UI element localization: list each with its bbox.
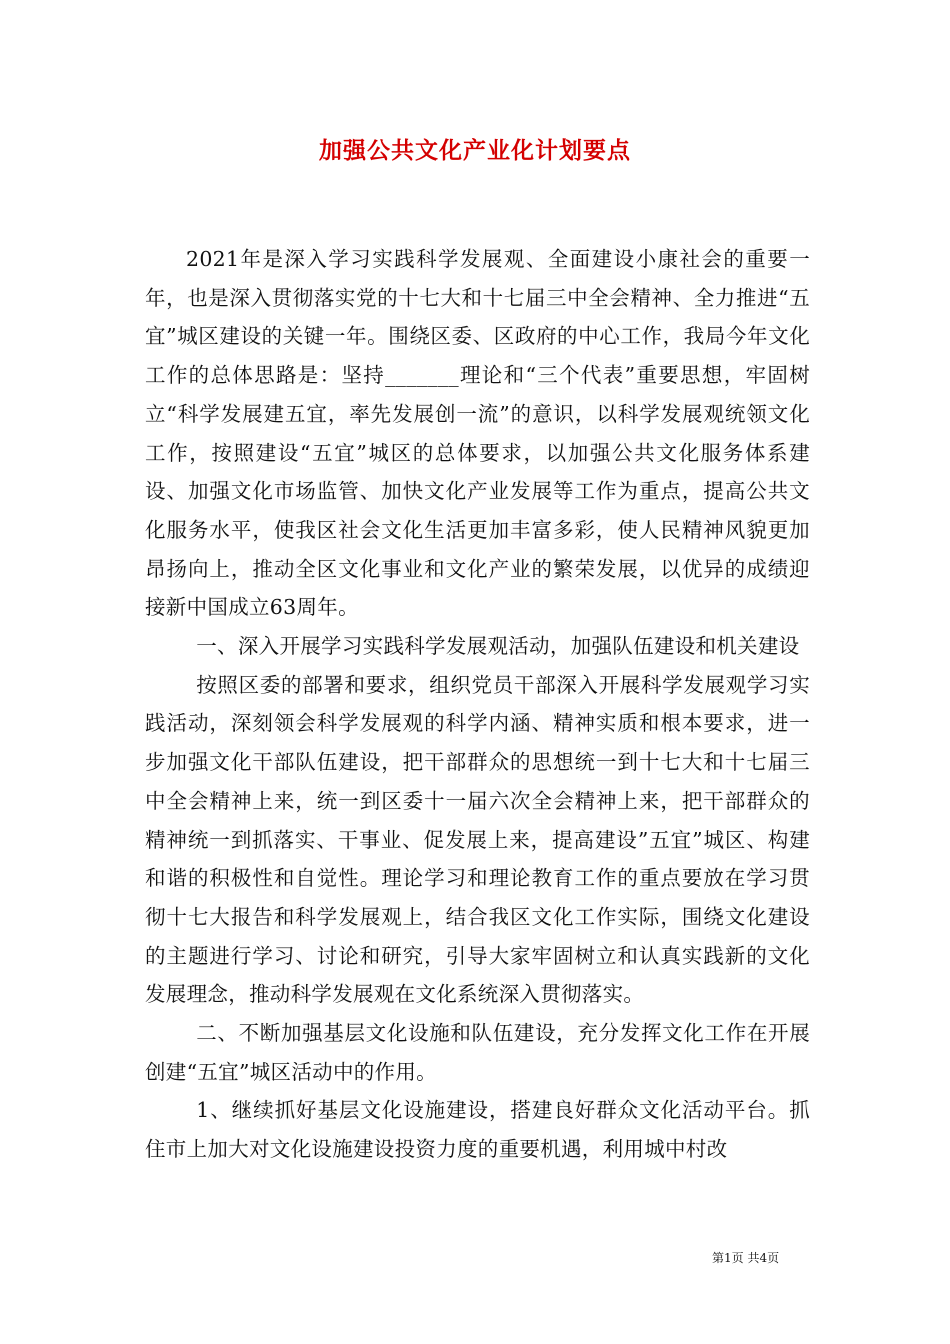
page-number: 第1页 共4页 [712, 1251, 780, 1265]
paragraph-intro: 2021年是深入学习实践科学发展观、全面建设小康社会的重要一年，也是深入贯彻落实党的十七大和十七届三中全会精神、全力推进“五宜”城区建设的关键一年。围绕区委、区政府的中心工作，我局今年文化工作的总体思路是：坚持_______理论和“三个代表”重要思想，牢固树立“科学发展建五宜，率先发展创一流”的意识，以科学发展观统领文化工作，按照建设“五宜”城区的总体要求，以加强公共文化服务体系建设、加强文化市场监管、加快文化产业发展等工作为重点，提高公共文化服务水平，使我区社会文化生活更加丰富多彩，使人民精神风貌更加昂扬向上，推动全区文化事业和文化产业的繁荣发展，以优异的成绩迎接新中国成立63周年。 [145, 247, 810, 620]
document-body [145, 240, 810, 1169]
paragraph-section-1: 按照区委的部署和要求，组织党员干部深入开展科学发展观学习实践活动，深刻领会科学发展观的科学内涵、精神实质和根本要求，进一步加强文化干部队伍建设，把干部群众的思想统一到十七大和十七届三中全会精神上来，统一到区委十一届六次全会精神上来，把干部群众的精神统一到抓落实、干事业、促发展上来，提高建设”五宜”城区、构建和谐的积极性和自觉性。理论学习和理论教育工作的重点要放在学习贯彻十七大报告和科学发展观上，结合我区文化工作实际，围绕文化建设的主题进行学习、讨论和研究，引导大家牢固树立和认真实践新的文化发展理念，推动科学发展观在文化系统深入贯彻落实。 [145, 672, 810, 1007]
section-heading-1: 一、深入开展学习实践科学发展观活动，加强队伍建设和机关建设 [196, 634, 800, 659]
paragraph-item-1: 1、继续抓好基层文化设施建设，搭建良好群众文化活动平台。抓住市上加大对文化设施建设投资力度的重要机遇，利用城中村改 [145, 1098, 810, 1162]
section-heading-2: 二、不断加强基层文化设施和队伍建设，充分发挥文化工作在开展创建“五宜”城区活动中的作用。 [145, 1021, 810, 1084]
document-title: 加强公共文化产业化计划要点 [319, 137, 631, 164]
